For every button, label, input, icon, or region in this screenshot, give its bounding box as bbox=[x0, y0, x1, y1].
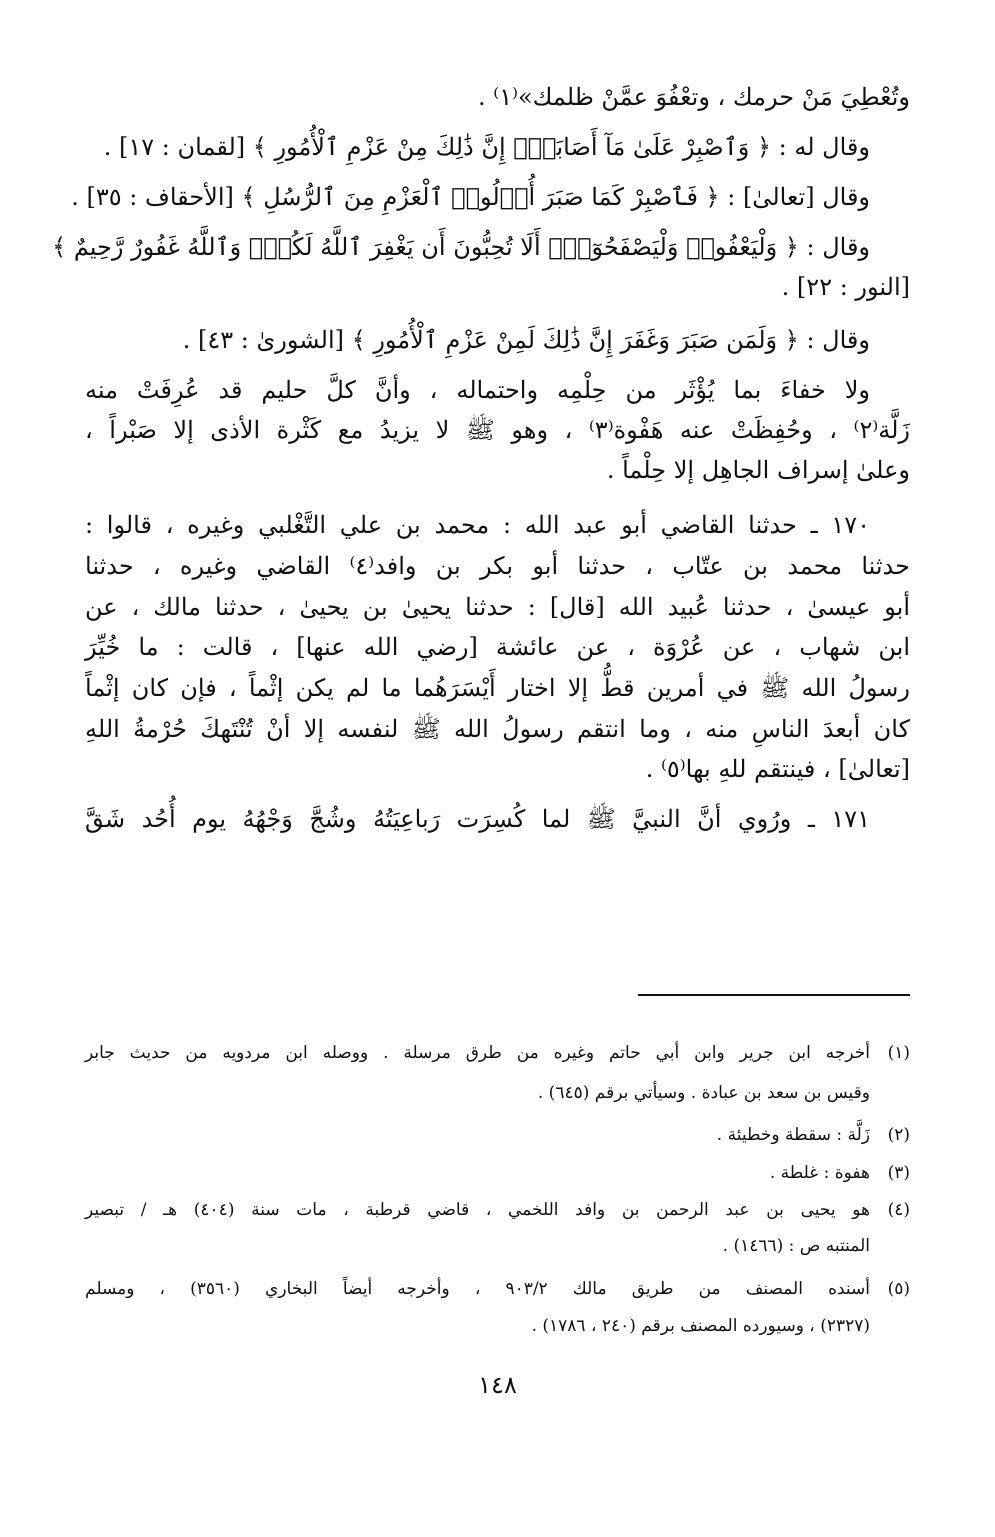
body-line: ابن شهاب ، عن عُرْوَة ، عن عائشة [رضي الله عنها] ، قالت : ما خُيِّرَ bbox=[85, 633, 911, 661]
body-line: ١٧٠ ـ حدثنا القاضي أبو عبد الله : محمد بن علي التَّغْلبي وغيره ، قالوا : bbox=[85, 511, 870, 539]
body-line: كان أبعدَ الناسِ منه ، وما انتقم رسولُ الله ﷺ لنفسه إلا أنْ تُنْتَهكَ حُرْمةُ اللهِ bbox=[85, 715, 911, 743]
page-number: ١٤٨ bbox=[478, 1371, 517, 1399]
footnote-number: (٣) bbox=[887, 1163, 910, 1183]
footnote-number: (١) bbox=[887, 1043, 910, 1063]
footnote-text: هفوة : غلطة . bbox=[769, 1163, 870, 1183]
body-line: حدثنا محمد بن عتّاب ، حدثنا أبو بكر بن وافد⁽٤⁾ القاضي وغيره ، حدثنا bbox=[85, 552, 910, 580]
body-line: وقال له : ﴿ وَٱصْبِرْ عَلَىٰ مَآ أَصَابَكَۖ إِنَّ ذَٰلِكَ مِنْ عَزْمِ ٱلْأُمُورِ ﴾ [لقمان : ١٧] . bbox=[103, 133, 870, 161]
body-line: وعلىٰ إسراف الجاهِل إلا حِلْماً . bbox=[606, 456, 910, 484]
body-line: وقال : ﴿ وَلْيَعْفُوا۟ وَلْيَصْفَحُوٓا۟ۗ أَلَا تُحِبُّونَ أَن يَغْفِرَ ٱللَّهُ لَكُمْۗ وَٱللَّهُ غَفُورٌ رَّحِيمٌ ﴾ bbox=[52, 233, 870, 261]
footnote-text: هو يحيى بن عبد الرحمن بن وافد اللخمي ، قاضي قرطبة ، مات سنة (٤٠٤) هـ / تبصير bbox=[85, 1200, 870, 1220]
footnote-number: (٢) bbox=[887, 1125, 910, 1145]
body-line: ١٧١ ـ ورُوي أنَّ النبيَّ ﷺ لما كُسِرَت رَباعِيَتُهُ وشُجَّ وَجْهُهُ يوم أُحُد شَقَّ bbox=[85, 805, 870, 833]
body-line: أبو عيسىٰ ، حدثنا عُبيد الله [قال] : حدثنا يحيىٰ بن يحيىٰ ، حدثنا مالك ، عن bbox=[85, 593, 910, 621]
footnote-text: زَلَّة : سقطة وخطيئة . bbox=[716, 1125, 870, 1145]
body-line: وتُعْطِيَ مَنْ حرمك ، وتعْفُوَ عمَّنْ ظلمك»⁽١⁾ . bbox=[478, 83, 910, 111]
footnote-separator bbox=[638, 994, 910, 996]
footnote-number: (٤) bbox=[887, 1200, 910, 1220]
body-line: وقال [تعالىٰ] : ﴿ فَٱصْبِرْ كَمَا صَبَرَ أُو۟لُوا۟ ٱلْعَزْمِ مِنَ ٱلرُّسُلِ ﴾ [الأحقاف : ٣٥] . bbox=[71, 183, 870, 211]
footnote-text: المنتبه ص : (١٤٦٦) . bbox=[722, 1236, 870, 1256]
footnote-number: (٥) bbox=[887, 1279, 910, 1299]
body-line: ولا خفاءَ بما يُؤْثَر من حِلْمِه واحتماله ، وأنَّ كلَّ حليم قد عُرِفَتْ منه bbox=[85, 376, 870, 404]
body-line: رسولُ الله ﷺ في أمرين قطُّ إلا اختار أَيْسَرَهُما ما لم يكن إثْماً ، فإن كان إثْماً bbox=[85, 674, 910, 702]
body-line: [النور : ٢٢] . bbox=[781, 273, 910, 301]
footnote-text: (٢٣٢٧) ، وسيورده المصنف برقم (٢٤٠ ، ١٧٨٦) . bbox=[531, 1316, 870, 1336]
footnote-text: أخرجه ابن جرير وابن أبي حاتم وغيره من طرق مرسلة . ووصله ابن مردويه من حديث جابر bbox=[85, 1043, 870, 1063]
body-line: [تعالىٰ] ، فينتقم للهِ بها⁽٥⁾ . bbox=[645, 755, 910, 783]
body-line: زَلَّة⁽٢⁾ ، وحُفِظَتْ عنه هَفْوة⁽٣⁾ ، وهو ﷺ لا يزيدُ مع كَثْرة الأذى إلا صَبْراً ، bbox=[85, 416, 911, 444]
footnote-text: وقيس بن سعد بن عبادة . وسيأتي برقم (٦٤٥) . bbox=[537, 1083, 870, 1103]
body-line: وقال : ﴿ وَلَمَن صَبَرَ وَغَفَرَ إِنَّ ذَٰلِكَ لَمِنْ عَزْمِ ٱلْأُمُورِ ﴾ [الشورىٰ : ٤٣] . bbox=[182, 326, 870, 354]
footnote-text: أسنده المصنف من طريق مالك ٩٠٣/٢ ، وأخرجه أيضاً البخاري (٣٥٦٠) ، ومسلم bbox=[85, 1279, 870, 1299]
